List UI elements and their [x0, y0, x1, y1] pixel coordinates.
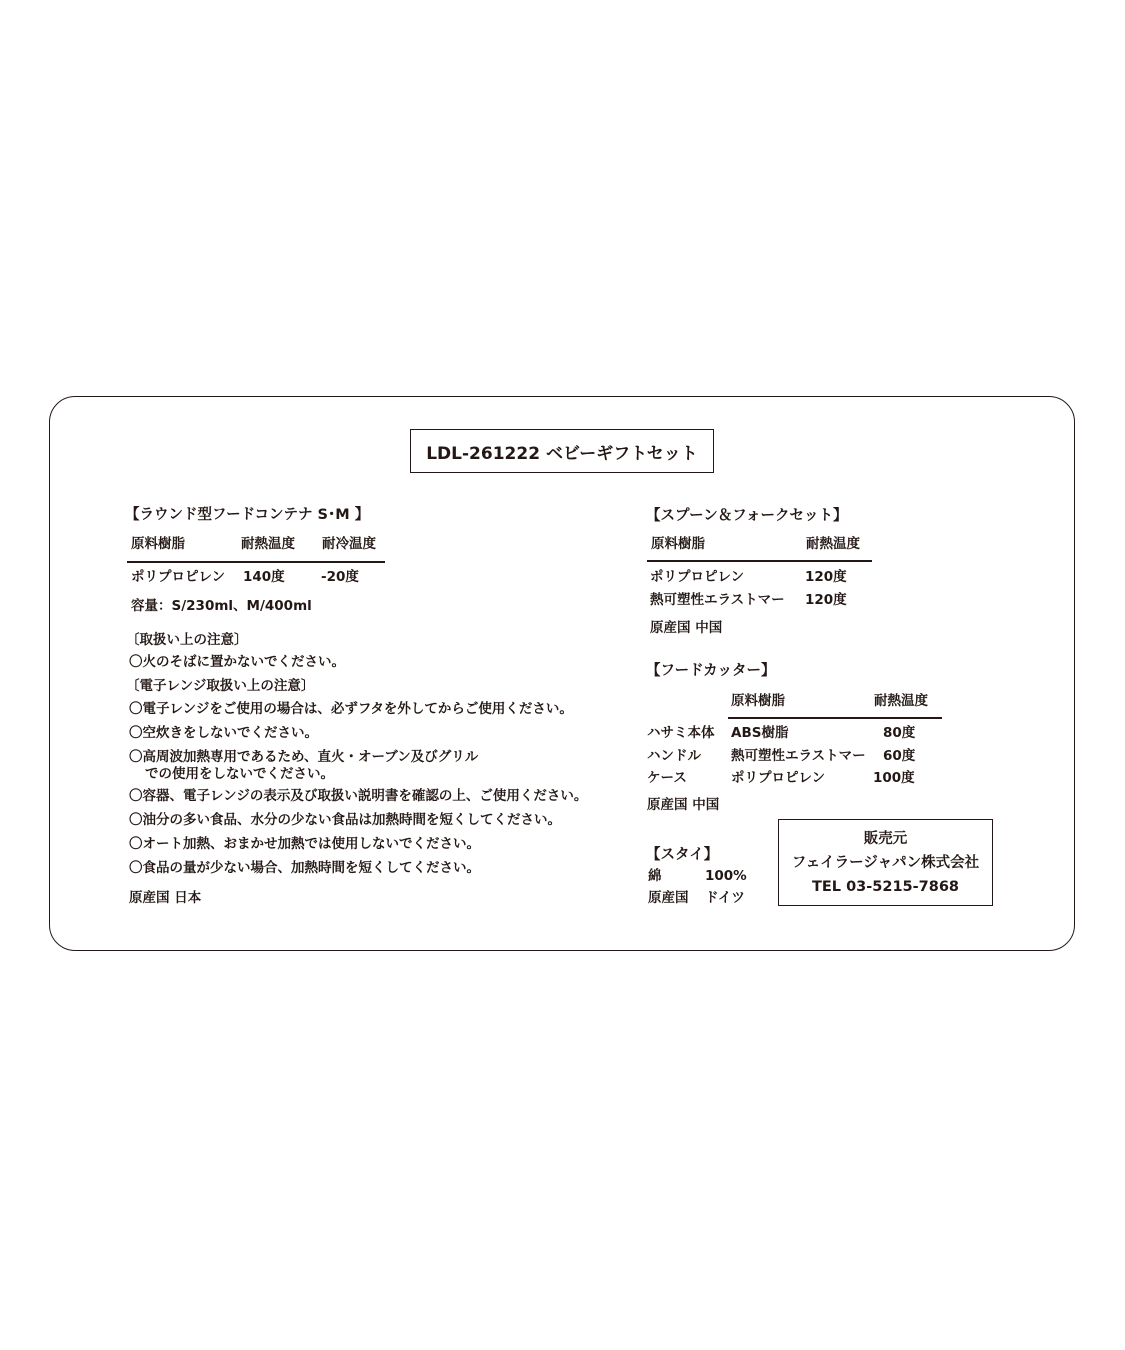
caution-heading: 〔取扱い上の注意〕: [126, 632, 248, 648]
bib-material: 綿: [648, 868, 662, 884]
seller-label: 販売元: [863, 831, 908, 847]
microwave-heading: 〔電子レンジ取扱い上の注意〕: [126, 678, 315, 694]
spoon-origin: 原産国 中国: [650, 620, 723, 636]
cutter-heat: 60度: [883, 748, 916, 764]
seller-company: フェイラージャパン株式会社: [791, 855, 980, 871]
container-col-material: 原料樹脂: [131, 536, 185, 552]
cutter-material: 熱可塑性エラストマー: [731, 748, 866, 764]
spoon-heat-2: 120度: [805, 592, 847, 608]
container-heading: 【ラウンド型フードコンテナ S･M 】: [125, 507, 370, 523]
container-table-rule: [127, 561, 385, 563]
container-material: ポリプロピレン: [131, 569, 226, 585]
bib-origin-value: ドイツ: [705, 890, 745, 906]
cutter-part: ハサミ本体: [647, 725, 715, 741]
spoon-material-2: 熱可塑性エラストマー: [650, 592, 785, 608]
cutter-material: ABS樹脂: [731, 725, 789, 741]
seller-box: [778, 819, 993, 906]
caution-line: 〇火のそばに置かないでください。: [129, 654, 345, 670]
container-origin: 原産国 日本: [129, 890, 202, 906]
microwave-note: 〇油分の多い食品、水分の少ない食品は加熱時間を短くしてください。: [129, 812, 561, 828]
container-cold: -20度: [321, 569, 359, 585]
container-col-cold: 耐冷温度: [322, 536, 376, 552]
bib-heading: 【スタイ】: [646, 847, 719, 863]
microwave-note: 〇容器、電子レンジの表示及び取扱い説明書を確認の上、ご使用ください。: [129, 788, 588, 804]
cutter-origin: 原産国 中国: [647, 797, 720, 813]
bib-percent: 100%: [705, 868, 747, 884]
container-col-heat: 耐熱温度: [241, 536, 295, 552]
cutter-table-rule: [728, 717, 942, 719]
microwave-note: 〇食品の量が少ない場合、加熱時間を短くしてください。: [129, 860, 480, 876]
microwave-note: での使用をしないでください。: [145, 766, 334, 782]
microwave-note: 〇空炊きをしないでください。: [129, 725, 318, 741]
cutter-heat: 100度: [873, 770, 915, 786]
bib-origin-label: 原産国: [648, 890, 689, 906]
cutter-col-material: 原料樹脂: [731, 693, 785, 709]
microwave-note: 〇高周波加熱専用であるため、直火・オーブン及びグリル: [129, 749, 479, 765]
spoon-col-heat: 耐熱温度: [806, 536, 860, 552]
microwave-note: 〇電子レンジをご使用の場合は、必ずフタを外してからご使用ください。: [129, 701, 573, 717]
cutter-part: ハンドル: [647, 748, 701, 764]
cutter-material: ポリプロピレン: [731, 770, 826, 786]
product-title-box: [410, 429, 714, 473]
spoon-heat-1: 120度: [805, 569, 847, 585]
cutter-heat: 80度: [883, 725, 916, 741]
container-capacity: 容量：S/230ml、M/400ml: [131, 598, 312, 614]
cutter-part: ケース: [647, 770, 687, 786]
container-heat: 140度: [243, 569, 285, 585]
cutter-col-heat: 耐熱温度: [874, 693, 928, 709]
seller-tel: TEL 03-5215-7868: [811, 879, 959, 895]
spoon-heading: 【スプーン＆フォークセット】: [646, 508, 848, 524]
cutter-heading: 【フードカッター】: [646, 663, 776, 679]
spoon-material-1: ポリプロピレン: [650, 569, 745, 585]
spoon-table-rule: [647, 560, 872, 562]
product-title: LDL-261222 ベビーギフトセット: [426, 443, 698, 464]
spoon-col-material: 原料樹脂: [651, 536, 705, 552]
microwave-note: 〇オート加熱、おまかせ加熱では使用しないでください。: [129, 836, 480, 852]
